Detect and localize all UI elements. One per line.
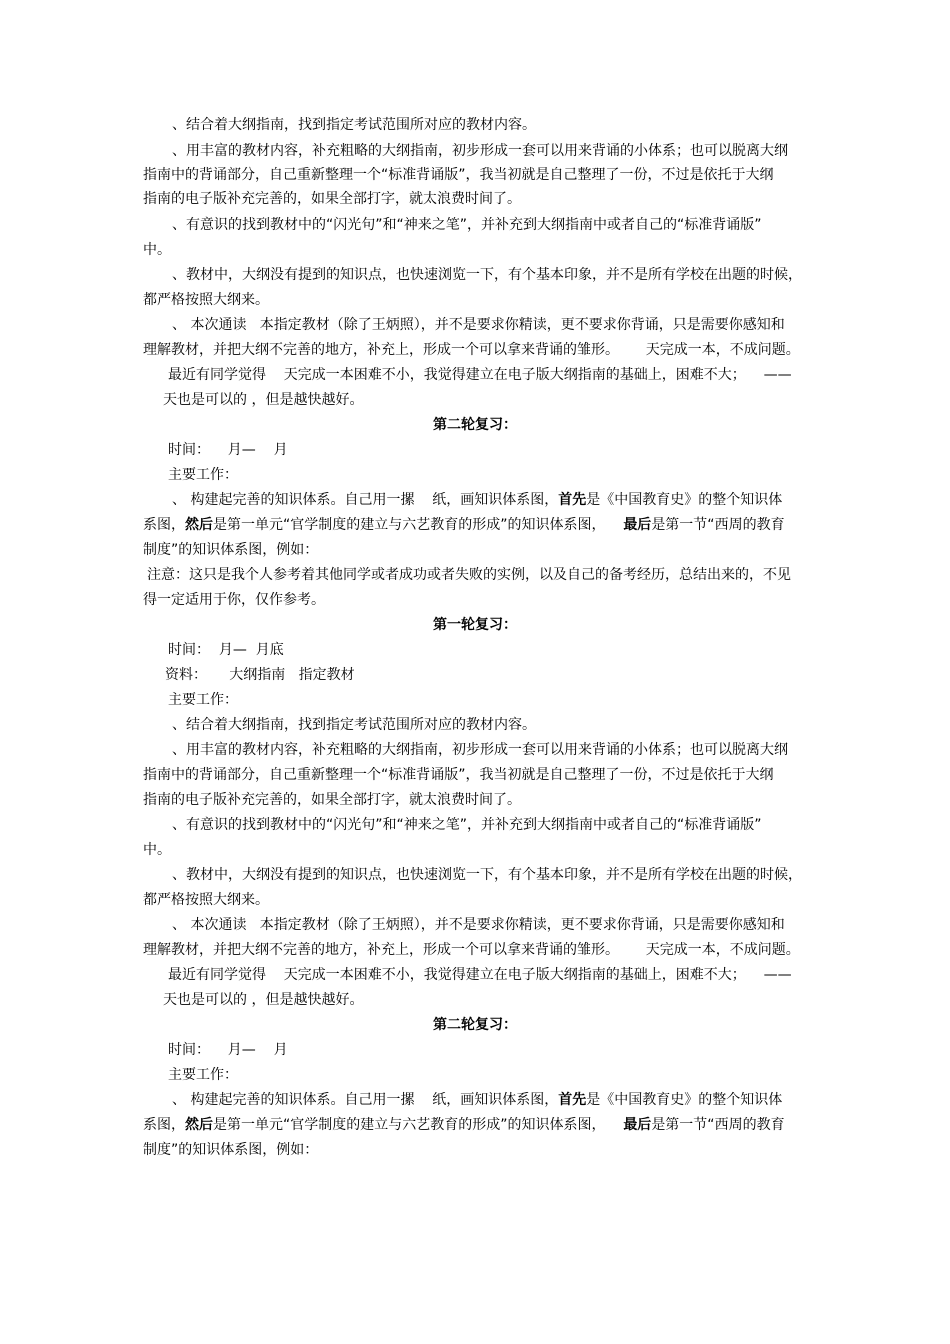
- text-run: 指南的电子版补充完善的，如果全部打字，就太浪费时间了。: [143, 792, 521, 808]
- text-line: [143, 341, 800, 359]
- text-run: 理解教材，并把大纲不完善的地方，补充上，形成一个可以拿来背诵的雏形。 天完成一本，不成问题。: [143, 342, 800, 358]
- text-run: 主要工作：: [168, 467, 238, 483]
- text-run: 是第一节“西周的教育: [651, 1117, 785, 1133]
- text-line: [163, 991, 363, 1009]
- text-line: [143, 941, 800, 959]
- text-run: 资料： 大纲指南 指定教材: [165, 667, 355, 683]
- text-line: [172, 116, 536, 134]
- bold-term: 首先: [558, 1092, 587, 1108]
- text-line: [143, 766, 774, 784]
- text-run: 指南中的背诵部分，自己重新整理一个“标准背诵版”，我当初就是自己整理了一份，不过是依托于大纲: [143, 167, 774, 183]
- bold-term: 然后: [185, 517, 213, 533]
- text-run: 系图，: [143, 1117, 185, 1133]
- text-run: 中。: [143, 242, 171, 258]
- text-run: 时间： 月— 月: [168, 1042, 288, 1058]
- text-line: [172, 716, 536, 734]
- text-line: [168, 641, 284, 659]
- text-line: [172, 491, 782, 509]
- text-run: 主要工作：: [168, 1067, 238, 1083]
- text-line: [163, 391, 363, 409]
- text-line: [172, 216, 762, 234]
- text-run: 是《中国教育史》的整个知识体: [586, 492, 783, 508]
- text-line: [172, 866, 802, 884]
- text-line: [147, 566, 791, 584]
- text-line: [143, 791, 521, 809]
- text-run: 最近有同学觉得 天完成一本困难不小，我觉得建立在电子版大纲指南的基础上，困难不大； ——: [168, 967, 792, 983]
- text-run: 时间： 月— 月: [168, 442, 288, 458]
- text-line: [168, 466, 238, 484]
- text-line: [172, 816, 762, 834]
- text-line: [172, 266, 802, 284]
- text-run: 是第一单元“官学制度的建立与六艺教育的形成”的知识体系图，: [213, 1117, 624, 1133]
- text-run: 、 本次通读 本指定教材（除了王炳照），并不是要求你精读，更不要求你背诵，只是需要你感知和: [172, 317, 785, 333]
- text-line: [168, 441, 288, 459]
- text-run: 是第一节“西周的教育: [651, 517, 785, 533]
- text-run: 、结合着大纲指南，找到指定考试范围所对应的教材内容。: [172, 117, 536, 133]
- text-run: 是第一单元“官学制度的建立与六艺教育的形成”的知识体系图，: [213, 517, 624, 533]
- text-run: 理解教材，并把大纲不完善的地方，补充上，形成一个可以拿来背诵的雏形。 天完成一本，不成问题。: [143, 942, 800, 958]
- text-line: [143, 291, 269, 309]
- text-run: 、 构建起完善的知识体系。自己用一摞 纸，画知识体系图，: [172, 1092, 559, 1108]
- text-run: 、结合着大纲指南，找到指定考试范围所对应的教材内容。: [172, 717, 536, 733]
- text-line: [172, 1091, 782, 1109]
- text-run: 、 构建起完善的知识体系。自己用一摞 纸，画知识体系图，: [172, 492, 559, 508]
- text-line: [143, 1141, 318, 1159]
- text-run: 、教材中，大纲没有提到的知识点，也快速浏览一下，有个基本印象，并不是所有学校在出题的时候，: [172, 867, 802, 883]
- text-run: 最近有同学觉得 天完成一本困难不小，我觉得建立在电子版大纲指南的基础上，困难不大； ——: [168, 367, 792, 383]
- text-run: 、用丰富的教材内容，补充粗略的大纲指南，初步形成一套可以用来背诵的小体系；也可以脱离大纲: [172, 742, 788, 758]
- text-line: [143, 541, 318, 559]
- text-line: [143, 841, 171, 859]
- text-line: [172, 741, 788, 759]
- text-line: [143, 1116, 785, 1134]
- text-run: 系图，: [143, 517, 185, 533]
- text-line: [143, 241, 171, 259]
- text-run: 、教材中，大纲没有提到的知识点，也快速浏览一下，有个基本印象，并不是所有学校在出题的时候，: [172, 267, 802, 283]
- text-run: 、用丰富的教材内容，补充粗略的大纲指南，初步形成一套可以用来背诵的小体系；也可以脱离大纲: [172, 143, 788, 159]
- text-line: [168, 1066, 238, 1084]
- section-heading: 第二轮复习：: [433, 1017, 517, 1033]
- section-heading: 第二轮复习：: [433, 417, 517, 433]
- section-heading: 第一轮复习：: [433, 617, 517, 633]
- text-line: [143, 591, 325, 609]
- text-run: 都严格按照大纲来。: [143, 292, 269, 308]
- text-run: 中。: [143, 842, 171, 858]
- text-run: 制度”的知识体系图，例如：: [143, 542, 319, 558]
- text-run: 注意：这只是我个人参考着其他同学或者成功或者失败的实例，以及自己的备考经历，总结出来的，不见: [147, 567, 791, 583]
- text-line: [143, 516, 785, 534]
- text-run: 时间： 月— 月底: [168, 642, 284, 658]
- bold-term: 首先: [558, 492, 587, 508]
- text-line: [168, 966, 792, 984]
- text-line: [143, 891, 269, 909]
- text-line: [143, 166, 774, 184]
- text-run: 指南中的背诵部分，自己重新整理一个“标准背诵版”，我当初就是自己整理了一份，不过是依托于大纲: [143, 767, 774, 783]
- bold-term: 最后: [623, 1117, 652, 1133]
- text-line: [172, 142, 788, 160]
- text-run: 主要工作：: [168, 692, 238, 708]
- text-run: 得一定适用于你，仅作参考。: [143, 592, 325, 608]
- text-line: [165, 666, 355, 684]
- bold-term: 然后: [185, 1117, 213, 1133]
- text-run: 都严格按照大纲来。: [143, 892, 269, 908]
- text-line: [168, 366, 792, 384]
- text-run: 天也是可以的 ，但是越快越好。: [163, 392, 364, 408]
- text-line: [168, 691, 238, 709]
- text-run: 、 本次通读 本指定教材（除了王炳照），并不是要求你精读，更不要求你背诵，只是需要你感知和: [172, 917, 785, 933]
- bold-term: 最后: [623, 517, 652, 533]
- text-line: [172, 316, 785, 334]
- text-run: 天也是可以的 ，但是越快越好。: [163, 992, 364, 1008]
- text-line: [168, 1041, 288, 1059]
- text-run: 是《中国教育史》的整个知识体: [586, 1092, 783, 1108]
- text-run: 、有意识的找到教材中的“闪光句”和“神来之笔”，并补充到大纲指南中或者自己的“标准背诵版”: [172, 817, 762, 833]
- text-line: [172, 916, 785, 934]
- text-run: 、有意识的找到教材中的“闪光句”和“神来之笔”，并补充到大纲指南中或者自己的“标准背诵版”: [172, 217, 762, 233]
- text-run: 指南的电子版补充完善的，如果全部打字，就太浪费时间了。: [143, 191, 521, 207]
- text-line: [143, 190, 521, 208]
- text-run: 制度”的知识体系图，例如：: [143, 1142, 319, 1158]
